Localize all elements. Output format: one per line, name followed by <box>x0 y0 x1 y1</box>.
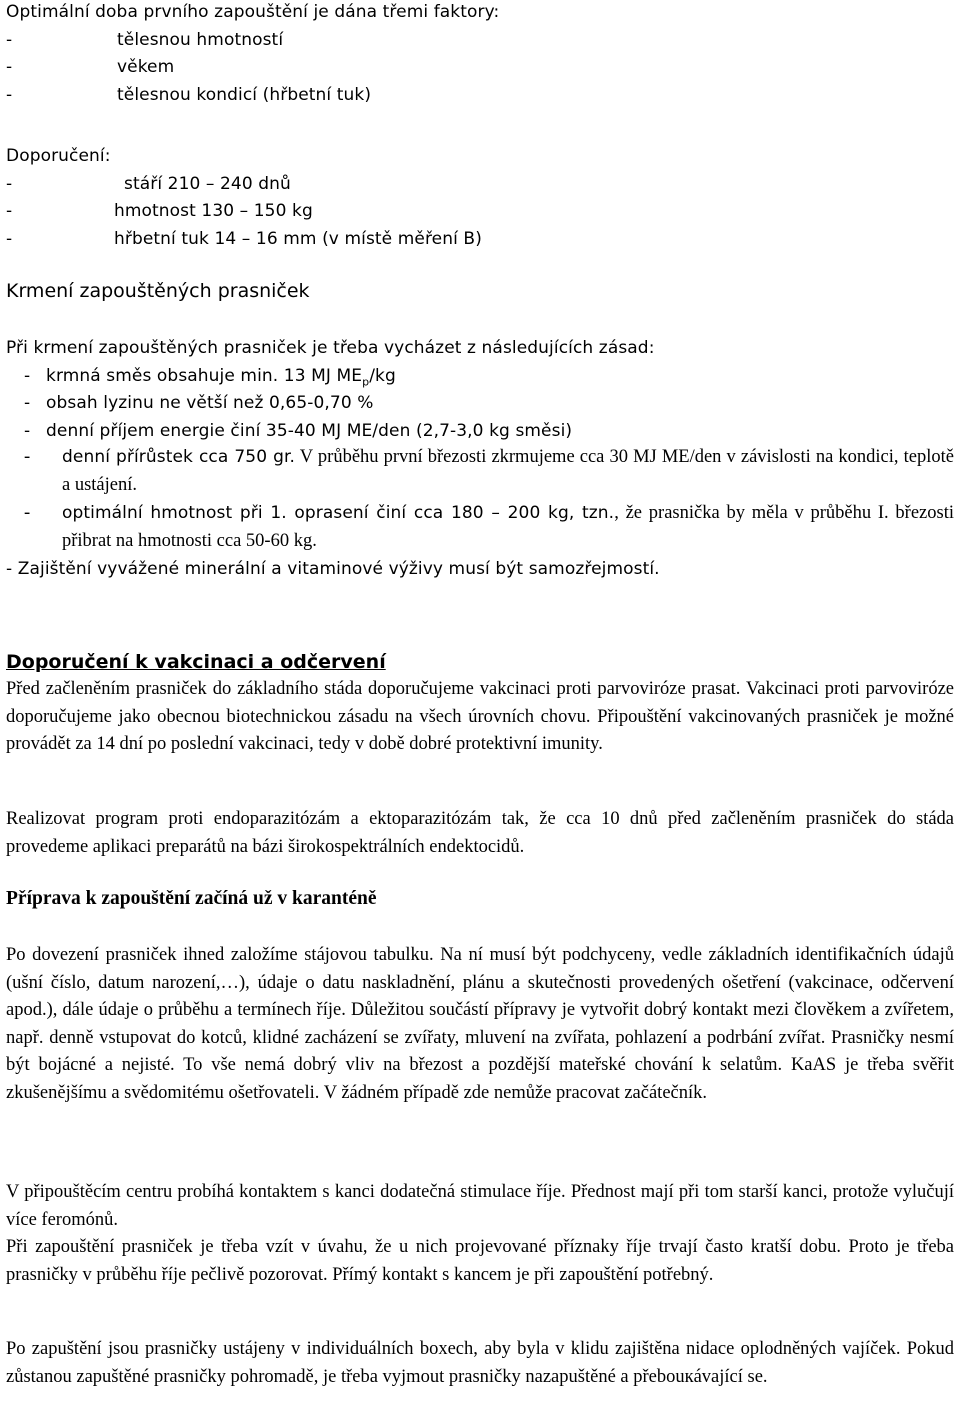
feeding-section <box>6 335 954 445</box>
recommend-list <box>6 171 954 254</box>
intro-list <box>6 27 954 110</box>
intro-section <box>6 0 954 109</box>
vaccination-title: Doporučení k vakcinaci a odčervení <box>6 651 386 673</box>
list-item: - hmotnost 130 – 150 kg <box>6 201 313 221</box>
list-item: - denní přírůstek cca 750 gr. V průběhu první březosti zkrmujeme cca 30 MJ ME/den v závislosti na kondici, teplotě a ustájení. <box>24 447 954 495</box>
list-item: - denní příjem energie činí 35-40 MJ ME/den (2,7-3,0 kg směsi) <box>24 420 573 441</box>
feeding-item6: - Zajištění vyvážené minerální a vitaminové výživy musí být samozřejmostí. <box>6 559 660 579</box>
list-item: - obsah lyzinu ne větší než 0,65-0,70 % <box>24 393 374 413</box>
quarantine-title: Příprava k zapouštění začíná už v karanténě <box>6 888 377 909</box>
feeding-lead: Při krmení zapouštěných prasniček je třeba vycházet z následujících zásad: <box>6 338 655 358</box>
list-item: - krmná směs obsahuje min. 13 MJ $ME_p/kg$ <box>24 365 396 388</box>
list-item: - stáří 210 – 240 dnů <box>6 173 291 194</box>
recommend-heading: Doporučení: <box>6 146 111 166</box>
recommend-section <box>6 143 954 253</box>
vaccination-para1: Před začleněním prasniček do základního stáda doporučujeme vakcinaci proti parvoviróze prasat. Vakcinaci proti parvoviróze doporučujeme jako obecnou biotechnickou zásadu na všech úrovních chovu. Připouštění vakcinovaných prasniček je možné provádět za 14 dní po poslední vakcinaci, tedy v době dobré protektivní imunity. <box>6 679 954 754</box>
quarantine-para3: Při zapouštění prasniček je třeba vzít v úvahu, že u nich projevované příznaky říje trvají často kratší dobu. Proto je třeba prasničky v průběhu říje pečlivě pozorovat. Přímý kontakt s kancem je při zapouštění potřebný. <box>6 1237 954 1285</box>
list-item: - tělesnou hmotností <box>6 29 284 50</box>
quarantine-para2: V připouštěcím centru probíhá kontaktem s kanci dodatečná stimulace říje. Přednost mají při tom starší kanci, protože vylučují více feromónů. <box>6 1182 954 1230</box>
feeding-list <box>0 363 954 446</box>
intro-heading: Optimální doba prvního zapouštění je dána třemi faktory: <box>6 2 500 22</box>
feeding-title: Krmení zapouštěných prasniček <box>6 280 310 302</box>
list-item: - hřbetní tuk 14 – 16 mm (v místě měření B) <box>6 228 482 249</box>
feeding-item4 <box>6 444 954 499</box>
list-item: - věkem <box>6 57 175 77</box>
vaccination-para2: Realizovat program proti endoparazitózám a ektoparazitózám tak, že cca 10 dnů před začleněním prasniček do stáda provedeme aplikaci preparátů na bázi širokospektrálních endektocidů. <box>6 809 954 857</box>
list-item: - tělesnou kondicí (hřbetní tuk) <box>6 84 372 105</box>
feeding-item5 <box>6 500 954 555</box>
quarantine-para1: Po dovezení prasniček ihned založíme stájovou tabulku. Na ní musí být podchyceny, vedle základních identifikačních údajů (ušní číslo, datum narození,…), údaje o datu naskladnění, plánu a skutečnosti provedených ošetření (vakcinace, odčervení apod.), dále údaje o průběhu a termínech říje. Důležitou součástí přípravy je vytvořit dobrý kontakt mezi člověkem a zvířetem, např. denně vstupovat do kotců, klidné zacházení se zvířaty, mluvení na zvířata, pohlazení a podrbání zvířat. Prasničky nesmí být bojácné a nejisté. To vše nemá dobrý vliv na březost a pozdější mateřské chování k selatům. KaAS je třeba svěřit zkušenějšímu a svědomitému ošetřovateli. V žádném případě zde nemůže pracovat začátečník. <box>6 945 954 1103</box>
quarantine-para4: Po zapuštění jsou prasničky ustájeny v individuálních boxech, aby byla v klidu zajištěna nidace oplodněných vajíček. Pokud zůstanou zapuštěné prasničky pohromadě, je třeba vyjmout prasničky nazapuštěné a přebouкávající se. <box>6 1339 954 1387</box>
list-item: - optimální hmotnost při 1. oprasení činí cca 180 – 200 kg, tzn., že prasnička by měla v průběhu I. březosti přibrat na hmotnosti cca 50-60 kg. <box>24 503 954 551</box>
